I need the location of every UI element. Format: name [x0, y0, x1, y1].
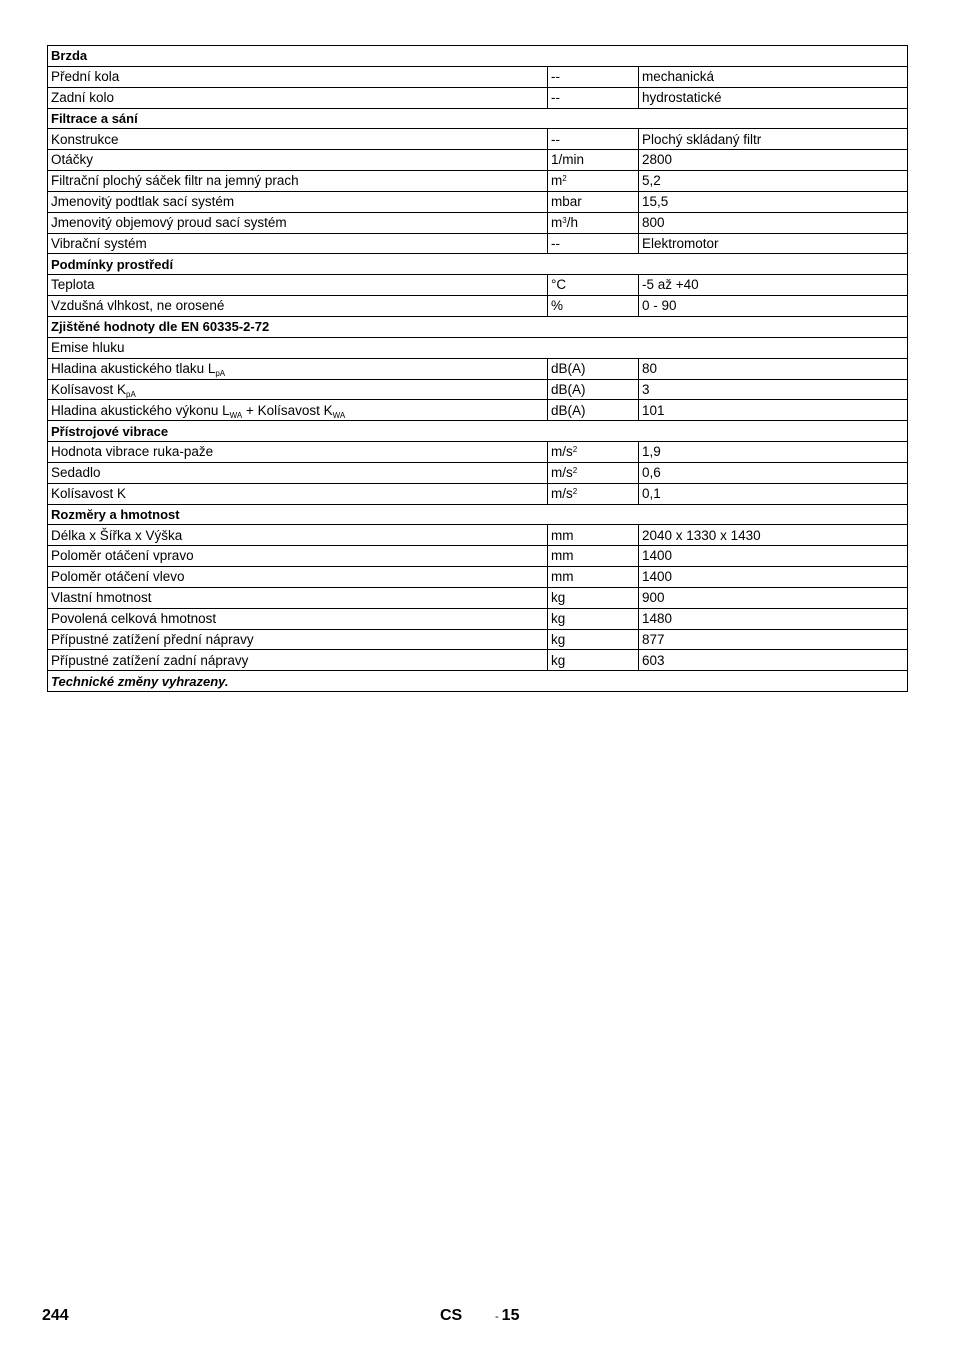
row-label [48, 650, 548, 671]
row-label [48, 525, 548, 546]
row-unit [548, 629, 639, 650]
section-title: Filtrace a sání [48, 108, 908, 129]
sub-page-dash: - [495, 1311, 499, 1323]
row-unit [548, 66, 639, 87]
row-label [48, 379, 548, 400]
row-unit-superscript: 2 [572, 486, 578, 496]
row-value: 2800 [639, 150, 908, 171]
section-header-row [48, 46, 908, 67]
section-title: Brzda [48, 46, 908, 67]
table-row [48, 587, 908, 608]
table-row [48, 358, 908, 379]
row-unit-text: m [551, 173, 563, 189]
row-label [48, 212, 548, 233]
row-value: 1400 [639, 567, 908, 588]
row-value: 0,6 [639, 462, 908, 483]
row-label [48, 587, 548, 608]
row-label [48, 150, 548, 171]
technical-data-table [47, 45, 908, 692]
section-title: Rozměry a hmotnost [48, 504, 908, 525]
row-unit [548, 129, 639, 150]
row-label [48, 400, 548, 421]
row-unit-text: kg [551, 610, 566, 626]
row-unit-text: mm [551, 527, 574, 543]
row-value: 800 [639, 212, 908, 233]
row-label-text: Poloměr otáčení vpravo [51, 548, 194, 564]
table-row [48, 150, 908, 171]
row-unit [548, 462, 639, 483]
row-unit-text: -- [551, 89, 560, 105]
row-label-text: Otáčky [51, 152, 94, 168]
row-unit [548, 483, 639, 504]
page-number: 244 [42, 1307, 69, 1324]
row-unit-text: kg [551, 590, 566, 606]
table-row [48, 483, 908, 504]
row-unit [548, 587, 639, 608]
row-unit [548, 442, 639, 463]
row-label-text: Délka x Šířka x Výška [51, 527, 183, 543]
sub-page-number [495, 1307, 519, 1325]
row-label-text: Přípustné zatížení zadní nápravy [51, 652, 249, 668]
row-unit-text: kg [551, 631, 566, 647]
row-label [48, 483, 548, 504]
row-value: 5,2 [639, 171, 908, 192]
row-value: 0,1 [639, 483, 908, 504]
row-label [48, 629, 548, 650]
row-label-text: Kolísavost K [51, 485, 127, 501]
row-unit-text: m/s [551, 485, 573, 501]
row-label [48, 337, 908, 358]
row-label [48, 608, 548, 629]
table-row [48, 400, 908, 421]
row-value: 0 - 90 [639, 296, 908, 317]
section-header-row [48, 316, 908, 337]
note-text: Technické změny vyhrazeny. [48, 671, 908, 692]
section-header-row [48, 504, 908, 525]
row-label-text: Přípustné zatížení přední nápravy [51, 631, 254, 647]
row-unit-text: % [551, 298, 564, 314]
row-unit-text: mm [551, 548, 574, 564]
table-row [48, 525, 908, 546]
row-unit [548, 608, 639, 629]
row-label [48, 87, 548, 108]
row-unit [548, 296, 639, 317]
row-value: hydrostatické [639, 87, 908, 108]
table-row [48, 629, 908, 650]
section-header-row [48, 254, 908, 275]
row-unit-superscript: 3 [562, 215, 567, 225]
row-label [48, 191, 548, 212]
row-label-text: Vlastní hmotnost [51, 590, 152, 606]
table-row [48, 337, 908, 358]
table-row [48, 171, 908, 192]
row-unit-text: -- [551, 235, 560, 251]
row-unit [548, 400, 639, 421]
row-label-text: Vzdušná vlhkost, ne orosené [51, 298, 225, 314]
sub-page-value: 15 [501, 1307, 520, 1324]
section-title: Zjištěné hodnoty dle EN 60335-2-72 [48, 316, 908, 337]
row-unit [548, 567, 639, 588]
row-label-text: Hodnota vibrace ruka-paže [51, 444, 214, 460]
row-label-subscript: WA [332, 410, 346, 420]
row-label [48, 233, 548, 254]
table-row [48, 275, 908, 296]
row-label [48, 129, 548, 150]
row-label-text: Sedadlo [51, 465, 101, 481]
row-unit [548, 525, 639, 546]
table-row [48, 442, 908, 463]
row-unit-suffix: /h [566, 214, 578, 230]
note-row [48, 671, 908, 692]
table-row [48, 191, 908, 212]
table-row [48, 379, 908, 400]
row-label-text: Zadní kolo [51, 89, 115, 105]
row-unit [548, 379, 639, 400]
row-label-text: Hladina akustického tlaku L [51, 360, 216, 376]
row-value: 80 [639, 358, 908, 379]
table-row [48, 233, 908, 254]
row-label [48, 546, 548, 567]
row-unit-text: kg [551, 652, 566, 668]
row-unit [548, 150, 639, 171]
row-label-subscript: pA [126, 389, 136, 399]
row-unit [548, 546, 639, 567]
row-value: 2040 x 1330 x 1430 [639, 525, 908, 546]
row-unit-text: dB(A) [551, 381, 586, 397]
row-unit-text: mbar [551, 194, 582, 210]
row-label [48, 296, 548, 317]
row-unit-text: mm [551, 569, 574, 585]
row-value: mechanická [639, 66, 908, 87]
section-title: Podmínky prostředí [48, 254, 908, 275]
table-row [48, 66, 908, 87]
row-label-text: Konstrukce [51, 131, 119, 147]
row-value: 900 [639, 587, 908, 608]
row-unit [548, 233, 639, 254]
row-unit [548, 358, 639, 379]
row-unit-superscript: 2 [562, 174, 567, 184]
row-label-text: Filtrační plochý sáček filtr na jemný prach [51, 173, 299, 189]
row-value: 15,5 [639, 191, 908, 212]
table-row [48, 296, 908, 317]
row-label-text: Jmenovitý podtlak sací systém [51, 194, 235, 210]
row-unit-text: m [551, 214, 563, 230]
table-row [48, 567, 908, 588]
row-unit-text: m/s [551, 465, 573, 481]
table-row [48, 129, 908, 150]
row-label [48, 358, 548, 379]
row-label-text: Poloměr otáčení vlevo [51, 569, 185, 585]
row-unit-text: 1/min [551, 152, 585, 168]
row-value: Elektromotor [639, 233, 908, 254]
row-label [48, 275, 548, 296]
language-code: CS [440, 1307, 463, 1324]
row-unit-text: dB(A) [551, 402, 586, 418]
row-label-text: Emise hluku [51, 339, 125, 355]
row-value: -5 až +40 [639, 275, 908, 296]
row-value: 603 [639, 650, 908, 671]
row-unit [548, 212, 639, 233]
row-label-text: Vibrační systém [51, 235, 147, 251]
row-label-text: Přední kola [51, 69, 120, 85]
row-unit-text: dB(A) [551, 360, 586, 376]
row-label [48, 66, 548, 87]
row-label-text: Kolísavost K [51, 381, 127, 397]
row-label [48, 442, 548, 463]
row-unit [548, 275, 639, 296]
row-value: Plochý skládaný filtr [639, 129, 908, 150]
section-header-row [48, 108, 908, 129]
technical-data-body [48, 46, 908, 692]
row-label-subscript: pA [215, 368, 226, 378]
table-row [48, 212, 908, 233]
table-row [48, 462, 908, 483]
row-unit [548, 650, 639, 671]
row-label-text: Jmenovitý objemový proud sací systém [51, 214, 287, 230]
row-unit-text: °C [551, 277, 567, 293]
row-label [48, 171, 548, 192]
row-value: 3 [639, 379, 908, 400]
row-label-text: Hladina akustického výkonu L [51, 402, 230, 418]
row-unit-text: -- [551, 69, 560, 85]
row-value: 1480 [639, 608, 908, 629]
row-label-text: Teplota [51, 277, 95, 293]
row-value: 877 [639, 629, 908, 650]
table-row [48, 608, 908, 629]
table-row [48, 87, 908, 108]
row-label-text-continued: + Kolísavost K [242, 402, 333, 418]
table-row [48, 650, 908, 671]
row-unit [548, 87, 639, 108]
row-unit-text: -- [551, 131, 560, 147]
row-value: 101 [639, 400, 908, 421]
row-unit-text: m/s [551, 444, 573, 460]
row-value: 1400 [639, 546, 908, 567]
row-label [48, 462, 548, 483]
row-value: 1,9 [639, 442, 908, 463]
row-label-subscript: WA [229, 410, 243, 420]
section-title: Přístrojové vibrace [48, 421, 908, 442]
table-row [48, 546, 908, 567]
row-unit [548, 191, 639, 212]
section-header-row [48, 421, 908, 442]
row-unit-superscript: 2 [572, 445, 578, 455]
row-label [48, 567, 548, 588]
row-unit [548, 171, 639, 192]
row-unit-superscript: 2 [572, 466, 578, 476]
row-label-text: Povolená celková hmotnost [51, 610, 217, 626]
